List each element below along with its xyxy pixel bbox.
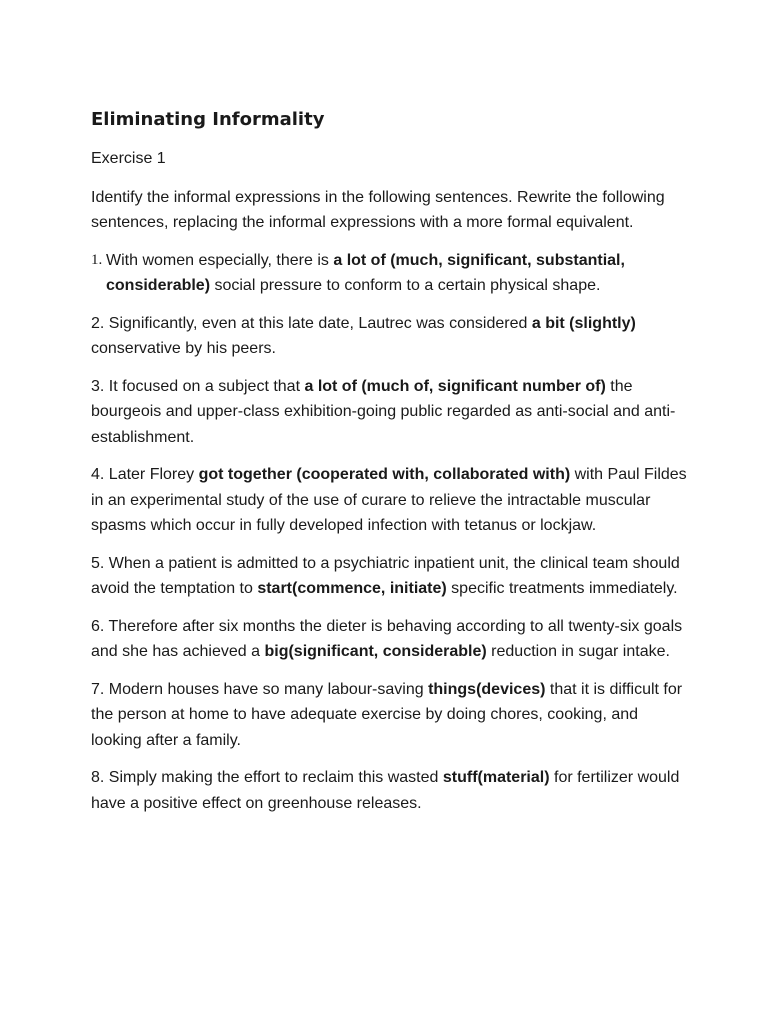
item-text-after: with Paul Fildes in an experimental study of the use of curare to relieve the intractable muscular spasms which occur in fully developed infection with tetanus or lockjaw. [91, 466, 687, 534]
exercise-item-2 [91, 311, 691, 362]
item-text-before: 4. Later Florey [91, 466, 199, 483]
item-text-after: that it is difficult for the person at home to have adequate exercise by doing chores, cooking, and looking after a family. [91, 680, 683, 749]
item-text [106, 248, 691, 299]
informal-expression: a lot of (much of, significant number of) [304, 377, 606, 395]
item-text-after: for fertilizer would have a positive effect on greenhouse releases. [91, 769, 680, 812]
informal-expression: start(commence, initiate) [257, 580, 447, 597]
exercise-item-8 [91, 765, 691, 816]
item-text-after: social pressure to conform to a certain physical shape. [210, 277, 601, 294]
informal-expression: a lot of (much, significant, substantial, considerable) [106, 251, 625, 294]
item-text-after: the bourgeois and upper-class exhibition-going public regarded as anti-social and anti-establishment. [91, 377, 676, 446]
item-text-after: reduction in sugar intake. [486, 643, 670, 660]
informal-expression: got together (cooperated with, collaborated with) [198, 466, 571, 483]
exercise-label: Exercise 1 [91, 150, 166, 167]
informal-expression: a bit (slightly) [531, 314, 636, 332]
exercise-item-4 [91, 462, 691, 539]
item-text-before: 7. Modern houses have so many labour-saving [91, 680, 429, 698]
item-text-after: specific treatments immediately. [446, 580, 678, 597]
informal-expression: big(significant, considerable) [264, 643, 487, 660]
document-page [91, 108, 691, 828]
item-text-before: 2. Significantly, even at this late date, Lautrec was considered [91, 314, 532, 332]
exercise-item-3 [91, 374, 691, 451]
item-text-before: 5. When a patient is admitted to a psychiatric inpatient unit, the clinical team should avoid the temptation to [91, 554, 680, 597]
item-text-before: 6. Therefore after six months the dieter is behaving according to all twenty-six goals and she has achieved a [91, 617, 683, 660]
document-title: Eliminating Informality [91, 109, 325, 130]
item-text-before: 8. Simply making the effort to reclaim this wasted [91, 769, 443, 786]
informal-expression: stuff(material) [442, 769, 550, 786]
item-number: 1. [91, 251, 103, 268]
item-text-before: 3. It focused on a subject that [91, 377, 305, 395]
exercise-item-1 [91, 248, 691, 299]
exercise-item-6 [91, 614, 691, 665]
item-text-before: With women especially, there is [106, 251, 334, 269]
exercise-item-7 [91, 677, 691, 754]
instructions-paragraph: Identify the informal expressions in the following sentences. Rewrite the following sentences, replacing the informal expressions with a more formal equivalent. [91, 188, 665, 231]
informal-expression: things(devices) [428, 680, 546, 698]
item-text-after: conservative by his peers. [91, 340, 276, 357]
exercise-item-5 [91, 551, 691, 602]
